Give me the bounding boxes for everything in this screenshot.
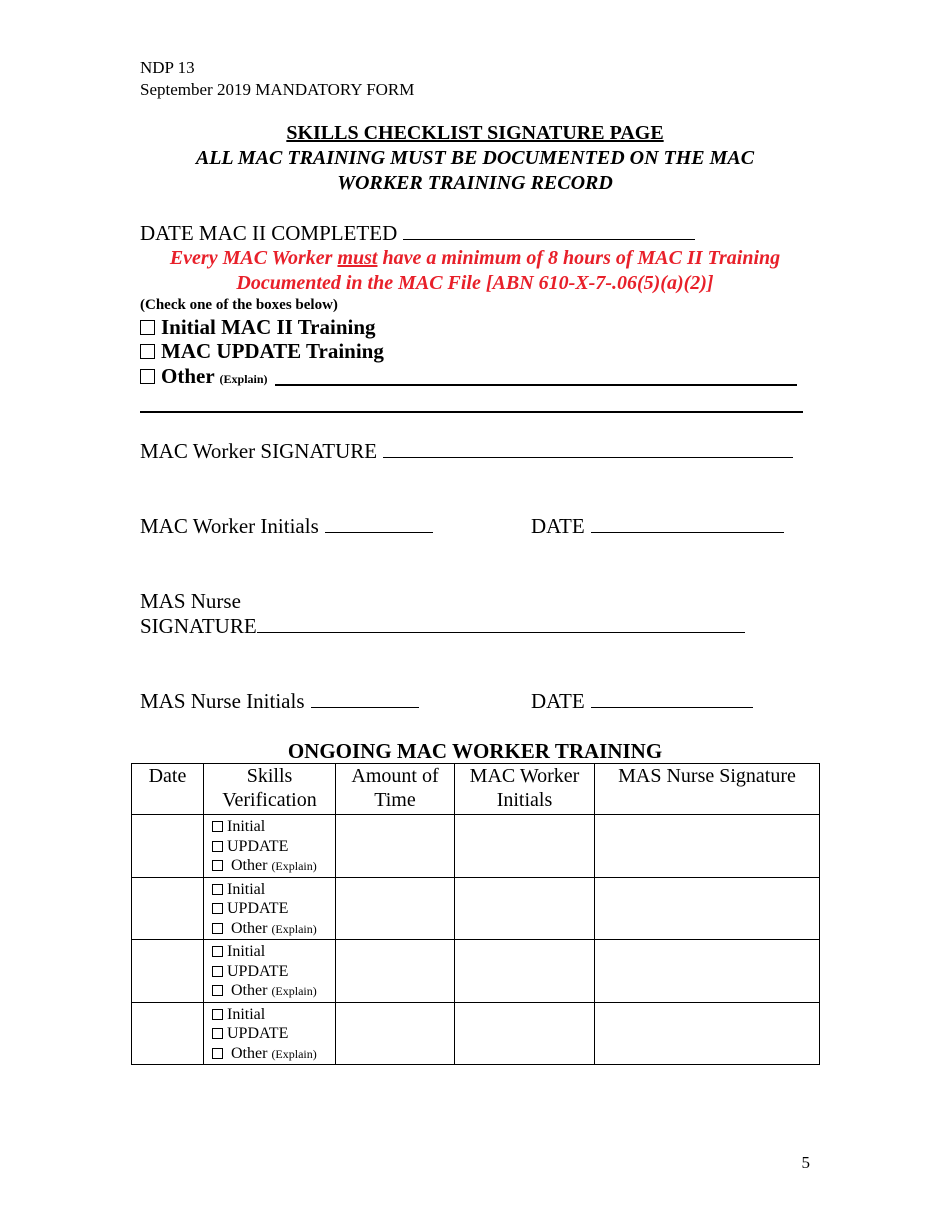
nurse-signature-label-line1: MAS Nurse — [140, 589, 241, 613]
row-checkbox-update[interactable] — [212, 841, 223, 852]
nurse-signature-cell[interactable] — [595, 940, 820, 1003]
worker-date-field[interactable] — [591, 514, 784, 533]
column-header-mac-worker-initials: MAC Worker Initials — [455, 764, 595, 815]
row-option-other: Other (Explain) — [212, 919, 335, 940]
row-checkbox-update[interactable] — [212, 1028, 223, 1039]
nurse-initials-label: MAS Nurse Initials — [140, 689, 305, 713]
worker-initials-cell[interactable] — [455, 877, 595, 940]
skills-verification-cell — [204, 877, 336, 940]
check-instruction: (Check one of the boxes below) — [140, 297, 338, 313]
checkbox-initial-mac-ii[interactable] — [140, 320, 155, 335]
row-option-initial: Initial — [212, 880, 335, 900]
row-option-other: Other (Explain) — [212, 856, 335, 877]
skills-verification-cell — [204, 940, 336, 1003]
amount-of-time-cell[interactable] — [336, 815, 455, 878]
row-option-other: Other (Explain) — [212, 981, 335, 1002]
row-checkbox-other[interactable] — [212, 985, 223, 996]
row-option-update: UPDATE — [212, 962, 335, 982]
row-checkbox-initial[interactable] — [212, 946, 223, 957]
row-checkbox-other[interactable] — [212, 1048, 223, 1059]
nurse-signature-field[interactable] — [257, 614, 745, 633]
worker-date-row — [531, 514, 784, 538]
page-title: SKILLS CHECKLIST SIGNATURE PAGE — [286, 122, 664, 144]
page-subtitle-line1: ALL MAC TRAINING MUST BE DOCUMENTED ON THE MAC — [195, 147, 755, 169]
worker-signature-row — [140, 439, 793, 463]
row-option-other: Other (Explain) — [212, 1044, 335, 1065]
row-option-update: UPDATE — [212, 899, 335, 919]
worker-initials-cell[interactable] — [455, 1002, 595, 1065]
nurse-initials-row — [140, 689, 419, 713]
nurse-date-field[interactable] — [591, 689, 753, 708]
worker-date-label: DATE — [531, 514, 585, 538]
column-header-amount-of-time: Amount of Time — [336, 764, 455, 815]
training-requirement-notice-line2: Documented in the MAC File [ABN 610-X-7-.06(5)(a)(2)] — [236, 272, 714, 294]
worker-initials-row — [140, 514, 433, 538]
date-cell[interactable] — [132, 940, 204, 1003]
nurse-signature-cell[interactable] — [595, 1002, 820, 1065]
column-header-mas-nurse-signature: MAS Nurse Signature — [595, 764, 820, 815]
emphasis-must: must — [337, 247, 378, 269]
nurse-date-label: DATE — [531, 689, 585, 713]
row-option-initial: Initial — [212, 942, 335, 962]
date-completed-field[interactable] — [403, 221, 695, 240]
amount-of-time-cell[interactable] — [336, 1002, 455, 1065]
page-number: 5 — [801, 1153, 810, 1172]
option-other: Other (Explain) — [140, 364, 268, 392]
ongoing-training-title: ONGOING MAC WORKER TRAINING — [287, 739, 663, 763]
column-header-skills-verification: Skills Verification — [204, 764, 336, 815]
training-requirement-notice-line1: Every MAC Worker must have a minimum of 8 hours of MAC II Training — [169, 247, 781, 269]
amount-of-time-cell[interactable] — [336, 940, 455, 1003]
date-cell[interactable] — [132, 815, 204, 878]
table-header-row — [132, 764, 820, 815]
nurse-signature-cell[interactable] — [595, 815, 820, 878]
worker-initials-cell[interactable] — [455, 815, 595, 878]
table-row — [132, 815, 820, 878]
document-date-line: September 2019 MANDATORY FORM — [140, 80, 415, 99]
table-row — [132, 940, 820, 1003]
nurse-signature-label: SIGNATURE — [140, 614, 257, 638]
row-checkbox-other[interactable] — [212, 860, 223, 871]
other-explain-line-2[interactable] — [140, 411, 803, 413]
table-row — [132, 1002, 820, 1065]
row-option-update: UPDATE — [212, 1024, 335, 1044]
nurse-signature-cell[interactable] — [595, 877, 820, 940]
row-option-update: UPDATE — [212, 837, 335, 857]
page-subtitle-line2: WORKER TRAINING RECORD — [337, 172, 613, 194]
row-checkbox-update[interactable] — [212, 903, 223, 914]
skills-verification-cell — [204, 1002, 336, 1065]
ongoing-training-table — [131, 763, 820, 1065]
worker-initials-cell[interactable] — [455, 940, 595, 1003]
table-row — [132, 877, 820, 940]
worker-signature-field[interactable] — [383, 439, 793, 458]
nurse-date-row — [531, 689, 753, 713]
checkbox-mac-update[interactable] — [140, 344, 155, 359]
worker-signature-label: MAC Worker SIGNATURE — [140, 439, 378, 463]
document-id: NDP 13 — [140, 58, 195, 77]
amount-of-time-cell[interactable] — [336, 877, 455, 940]
option-initial-mac-ii: Initial MAC II Training — [140, 315, 376, 340]
checkbox-other[interactable] — [140, 369, 155, 384]
row-option-initial: Initial — [212, 817, 335, 837]
nurse-signature-row — [140, 614, 745, 638]
date-cell[interactable] — [132, 1002, 204, 1065]
row-checkbox-initial[interactable] — [212, 884, 223, 895]
worker-initials-field[interactable] — [325, 514, 433, 533]
other-explain-note: (Explain) — [219, 372, 268, 386]
other-explain-line-1[interactable] — [275, 384, 797, 386]
date-completed-label: DATE MAC II COMPLETED — [140, 221, 398, 245]
row-checkbox-initial[interactable] — [212, 1009, 223, 1020]
row-checkbox-update[interactable] — [212, 966, 223, 977]
row-checkbox-other[interactable] — [212, 923, 223, 934]
nurse-initials-field[interactable] — [311, 689, 419, 708]
column-header-date: Date — [132, 764, 204, 815]
skills-verification-cell — [204, 815, 336, 878]
date-completed-row — [140, 221, 695, 245]
date-cell[interactable] — [132, 877, 204, 940]
option-mac-update: MAC UPDATE Training — [140, 339, 384, 364]
row-option-initial: Initial — [212, 1005, 335, 1025]
row-checkbox-initial[interactable] — [212, 821, 223, 832]
worker-initials-label: MAC Worker Initials — [140, 514, 319, 538]
